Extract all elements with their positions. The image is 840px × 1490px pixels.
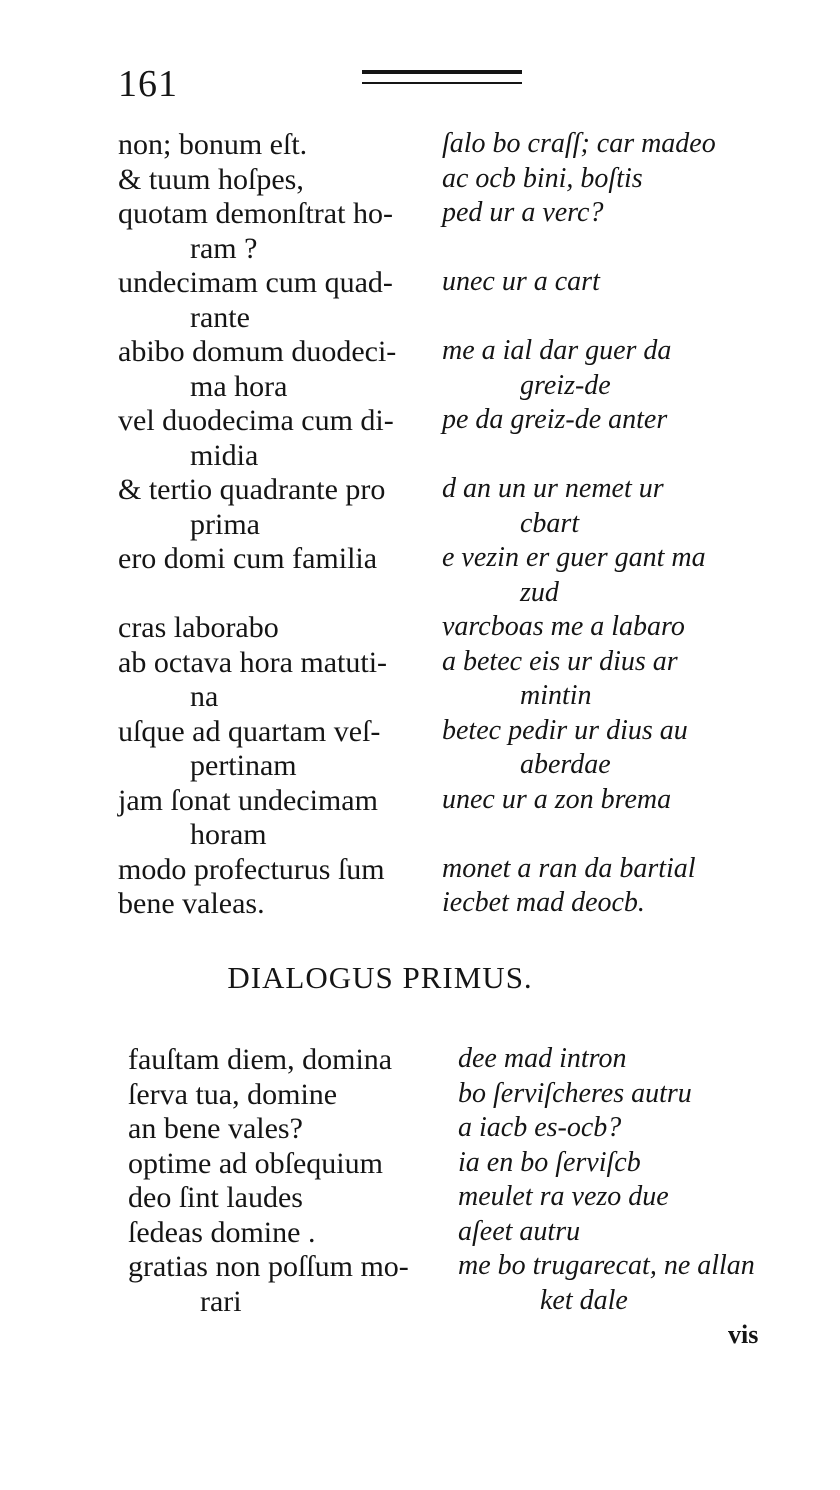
breton-text: varcboas me a labaro	[442, 611, 685, 642]
breton-text: unec ur a cart	[442, 266, 600, 297]
breton-text: cbart	[520, 507, 580, 539]
latin-text: uſque ad quartam veſ-	[118, 714, 381, 748]
header-rule	[362, 70, 522, 84]
latin-text: modo profecturus ſum	[118, 852, 385, 886]
breton-text: ped ur a verc?	[442, 197, 604, 228]
breton-text: monet a ran da bartial	[442, 852, 696, 884]
latin-text: ſerva tua, domine	[128, 1077, 338, 1111]
latin-text: rante	[190, 300, 250, 334]
latin-text: quotam demonſtrat ho-	[118, 197, 393, 230]
breton-text: zud	[520, 576, 559, 608]
latin-text: non; bonum eſt.	[118, 128, 308, 161]
latin-text: prima	[190, 507, 260, 541]
catchword: vis	[728, 1320, 759, 1349]
latin-text: abibo domum duodeci-	[118, 335, 397, 368]
latin-text: & tuum hoſpes,	[118, 162, 304, 196]
page-number: 161	[118, 63, 178, 105]
breton-text: greiz-de	[520, 369, 611, 401]
breton-text: ket dale	[540, 1284, 628, 1316]
latin-text: cras laborabo	[118, 611, 279, 644]
latin-text: horam	[190, 818, 267, 851]
breton-text: bo ſerviſcheres autru	[458, 1077, 692, 1109]
breton-text: a betec eis ur dius ar	[442, 645, 678, 677]
breton-text: dee mad intron	[458, 1043, 627, 1074]
breton-text: me bo trugarecat, ne allan	[458, 1250, 755, 1281]
latin-text: na	[190, 680, 219, 713]
breton-text: betec pedir ur dius au	[442, 714, 688, 746]
breton-text: a iacb es-ocb?	[458, 1112, 622, 1143]
breton-text: aſeet autru	[458, 1215, 581, 1247]
breton-text: aberdae	[520, 749, 611, 780]
breton-text: meulet ra vezo due	[458, 1181, 669, 1212]
breton-text: d an un ur nemet ur	[442, 473, 664, 504]
latin-text: fauſtam diem, domina	[128, 1043, 393, 1076]
latin-text: rari	[200, 1284, 242, 1318]
breton-text: ia en bo ſerviſcb	[458, 1146, 641, 1178]
latin-text: ab octava hora matuti-	[118, 645, 388, 679]
latin-text: ſedeas domine .	[128, 1215, 316, 1249]
breton-text: iecbet mad deocb.	[442, 887, 645, 918]
latin-text: ero domi cum familia	[118, 542, 378, 575]
latin-text: undecimam cum quad-	[118, 266, 393, 299]
breton-text: e vezin er guer gant ma	[442, 542, 706, 573]
latin-text: midia	[190, 438, 259, 472]
latin-text: ram ?	[190, 231, 258, 265]
breton-text: pe da greiz-de anter	[442, 404, 668, 435]
breton-text: mintin	[520, 680, 592, 711]
latin-text: pertinam	[190, 749, 297, 782]
breton-text: me a ial dar guer da	[442, 335, 672, 366]
breton-text: unec ur a zon brema	[442, 783, 672, 815]
latin-text: optime ad obſequium	[128, 1146, 383, 1180]
latin-text: jam ſonat undecimam	[118, 783, 378, 817]
breton-text: ſalo bo craſſ; car madeo	[442, 128, 716, 159]
breton-text: ac ocb bini, boſtis	[442, 162, 643, 194]
latin-text: an bene vales?	[128, 1112, 303, 1145]
latin-text: gratias non poſſum mo-	[128, 1250, 409, 1283]
latin-text: bene valeas.	[118, 887, 265, 920]
dialogue-heading: DIALOGUS PRIMUS.	[227, 960, 533, 995]
latin-text: ma hora	[190, 369, 288, 403]
latin-text: & tertio quadrante pro	[118, 473, 386, 506]
latin-text: deo ſint laudes	[128, 1181, 303, 1214]
latin-text: vel duodecima cum di-	[118, 404, 394, 437]
